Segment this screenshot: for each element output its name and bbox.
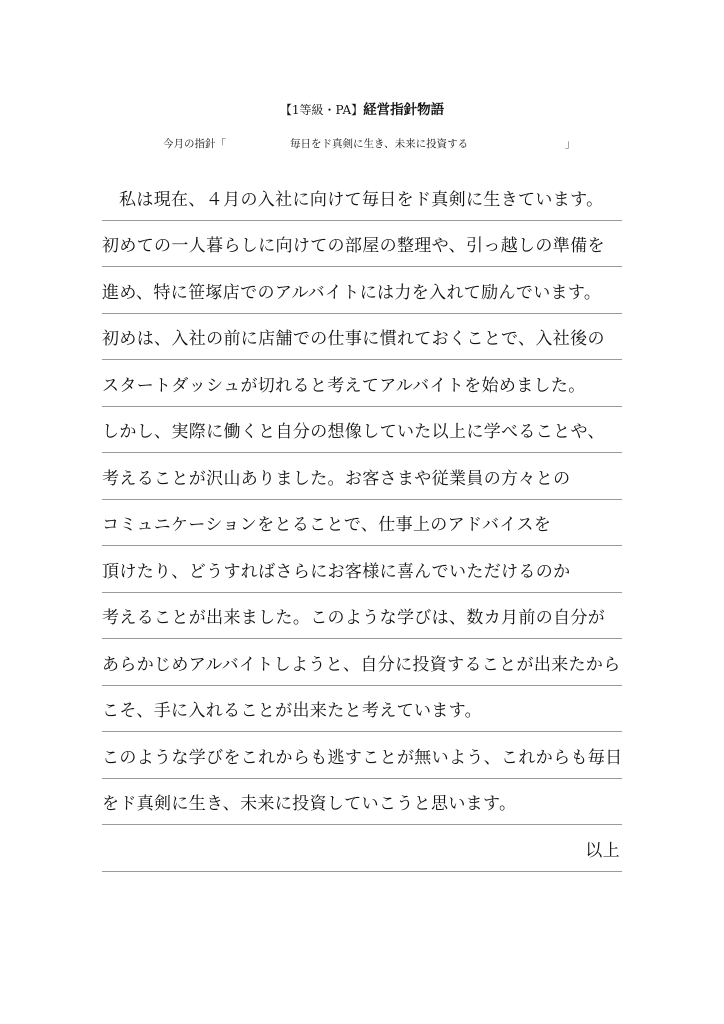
- essay-line: [102, 732, 622, 779]
- essay-line: [102, 639, 622, 686]
- essay-line-text: このような学びをこれからも逃すことが無いよう、これからも毎日: [102, 747, 623, 768]
- directive-label: 今月の指針「: [163, 138, 226, 150]
- essay-line-text: コミュニケーションをとることで、仕事上のアドバイスを: [102, 515, 552, 535]
- essay-line-text: こそ、手に入れることが出来たと考えています。: [102, 701, 482, 721]
- closing-text: 以上: [585, 840, 620, 861]
- essay-line: [102, 546, 622, 593]
- essay-line: [102, 174, 622, 221]
- document-title: [0, 102, 724, 119]
- page-title: 経営指針物語: [363, 102, 445, 118]
- essay-line-text: あらかじめアルバイトしようと、自分に投資することが出来たから: [102, 654, 621, 675]
- essay-line: [102, 267, 622, 314]
- essay-line: [102, 407, 622, 454]
- closing-line: [102, 825, 622, 872]
- essay-line-text: しかし、実際に働くと自分の想像していた以上に学べることや、: [102, 422, 605, 442]
- essay-line: [102, 221, 622, 268]
- essay-line-text: 頂けたり、どうすればさらにお客様に喜んでいただけるのか: [102, 561, 571, 582]
- essay-line-text: 考えることが沢山ありました。お客さまや従業員の方々との: [102, 468, 571, 489]
- essay-line: [102, 779, 622, 826]
- grade-label: 【1等級・PA】: [279, 103, 364, 117]
- essay-line: [102, 686, 622, 733]
- directive-value: 毎日をド真剣に生き、未来に投資する: [290, 138, 469, 150]
- directive-close-bracket: 」: [565, 138, 576, 150]
- essay-line-text: 進め、特に笹塚店でのアルバイトには力を入れて励んでいます。: [102, 282, 602, 303]
- essay-line: [102, 500, 622, 547]
- essay-line-text: 初めての一人暮らしに向けての部屋の整理や、引っ越しの準備を: [102, 236, 605, 256]
- essay-line: [102, 593, 622, 640]
- essay-line-text: 初めは、入社の前に店舗での仕事に慣れておくことで、入社後の: [102, 329, 605, 349]
- monthly-directive: [0, 136, 724, 152]
- essay-line-text: スタートダッシュが切れると考えてアルバイトを始めました。: [102, 375, 586, 396]
- essay-body: [102, 174, 622, 872]
- essay-line-text: 私は現在、４月の入社に向けて毎日をド真剣に生きています。: [119, 189, 604, 210]
- essay-line: [102, 314, 622, 361]
- essay-line: [102, 360, 622, 407]
- essay-line: [102, 453, 622, 500]
- essay-line-text: 考えることが出来ました。このような学びは、数カ月前の自分が: [102, 608, 606, 628]
- essay-line-text: をド真剣に生き、未来に投資していこうと思います。: [102, 794, 517, 814]
